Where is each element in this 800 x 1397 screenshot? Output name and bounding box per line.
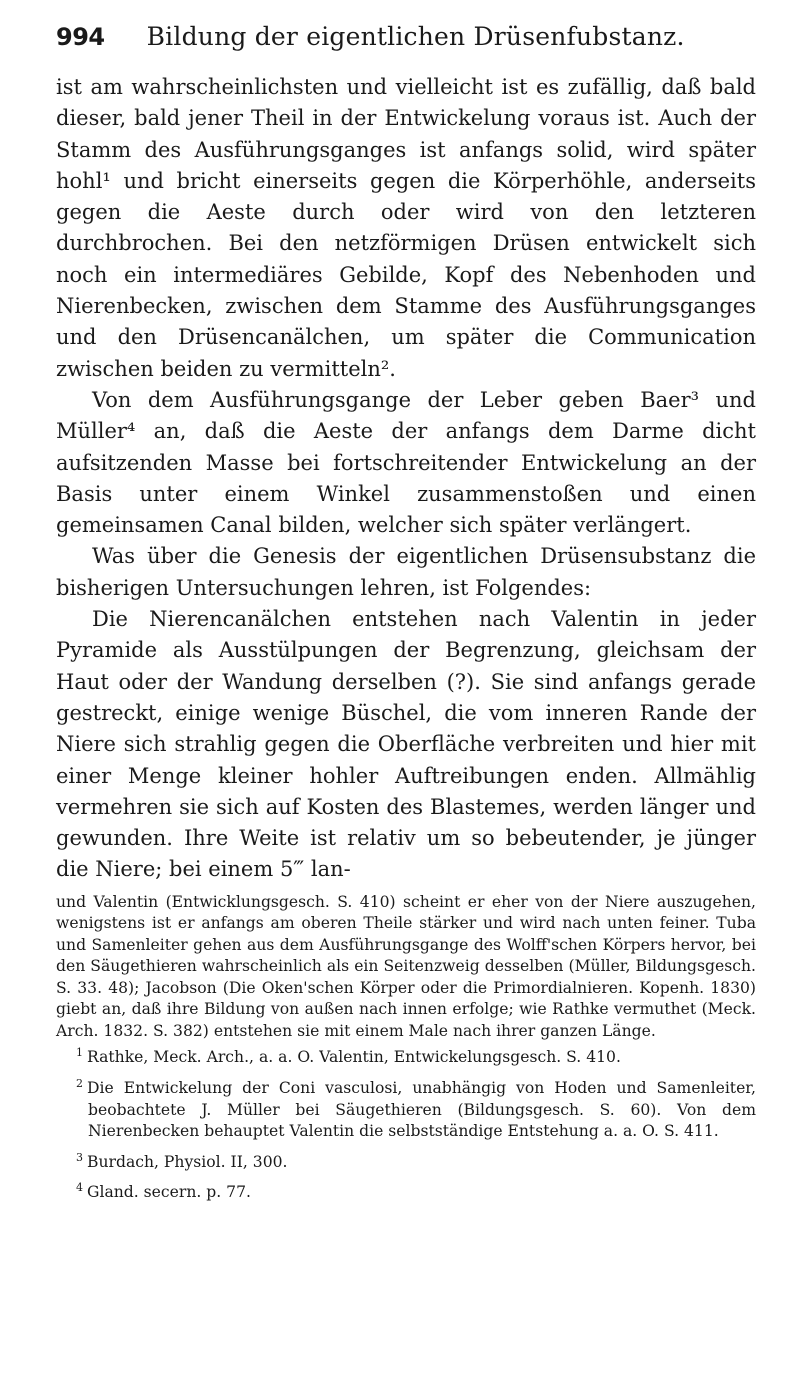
paragraph: ist am wahrscheinlichsten und vielleicht ist es zufällig, daß bald dieser, bald jener Theil in der Entwickelung voraus ist. Auch der Stamm des Ausführungsganges ist anfangs solid, wird später hohl¹ und bricht einerseits gegen die Körperhöhle, anderseits gegen die Aeste durch oder wird von den letzteren durchbrochen. Bei den netzförmigen Drüsen entwickelt sich noch ein intermediäres Gebilde, Kopf des Nebenhoden und Nierenbecken, zwischen dem Stamme des Ausführungsganges und den Drüsencanälchen, um später die Communication zwischen beiden zu vermitteln². (56, 75, 756, 381)
running-title: Bildung der eigentlichen Drüsenfubstanz. (146, 22, 685, 51)
footnote-text: Rathke, Meck. Arch., a. a. O. Valentin, Entwickelungsgesch. S. 410. (87, 1048, 621, 1067)
footnote-mark: 2 (76, 1076, 83, 1090)
footnote-text: Gland. secern. p. 77. (87, 1183, 251, 1202)
footnote-text: Die Entwickelung der Coni vasculosi, unabhängig von Hoden und Samenleiter, beobachtete J. Müller bei Säugethieren (Bildungsgesch. S. 60). Von dem Nierenbecken behauptet Valentin die selbstständige Entstehung a. a. O. S. 411. (87, 1079, 756, 1141)
paragraph: Von dem Ausführungsgange der Leber geben Baer³ und Müller⁴ an, daß die Aeste der anfangs dem Darme dicht aufsitzenden Masse bei fortschreitender Entwickelung an der Basis unter einem Winkel zusammenstoßen und einen gemeinsamen Canal bilden, welcher sich später verlängert. (56, 387, 756, 538)
footnote-mark: 3 (76, 1150, 83, 1164)
footnote-continuation: und Valentin (Entwicklungsgesch. S. 410) scheint er eher von der Niere auszugehen, wenigstens ist er anfangs am oberen Theile stärker und wird nach unten feiner. Tuba und Samenleiter gehen aus dem Ausführungsgange des Wolff'schen Körpers hervor, bei den Säugethieren wahrscheinlich als ein Seitenzweig desselben (Müller, Bildungsgesch. S. 33. 48); Jacobson (Die Oken'schen Körper oder die Primordialnieren. Kopenh. 1830) giebt an, daß ihre Bildung von außen nach innen erfolge; wie Rathke vermuthet (Meck. Arch. 1832. S. 382) entstehen sie mit einem Male nach ihrer ganzen Länge. (56, 892, 756, 1040)
page-header (56, 22, 756, 66)
body-text (56, 72, 756, 886)
paragraph: Was über die Genesis der eigentlichen Drüsensubstanz die bisherigen Untersuchungen lehren, ist Folgendes: (56, 544, 756, 600)
paragraph: Die Nierencanälchen entstehen nach Valentin in jeder Pyramide als Ausstülpungen der Begrenzung, gleichsam der Haut oder der Wandung derselben (?). Sie sind anfangs gerade gestreckt, einige wenige Büschel, die vom inneren Rande der Niere sich strahlig gegen die Oberfläche verbreiten und hier mit einer Menge kleiner hohler Auftreibungen enden. Allmählig vermehren sie sich auf Kosten des Blastemes, werden länger und gewunden. Ihre Weite ist relativ um so bebeutender, je jünger die Niere; bei einem 5‴ lan- (56, 607, 756, 882)
footnote-mark: 4 (76, 1181, 83, 1195)
page-number: 994 (56, 23, 105, 51)
footnote-text: Burdach, Physiol. II, 300. (87, 1152, 288, 1171)
footnote (56, 1177, 756, 1204)
footnote-mark: 1 (76, 1046, 83, 1060)
footnotes (56, 1042, 756, 1204)
footnote (56, 1073, 756, 1143)
footnote (56, 1147, 756, 1174)
footnote (56, 1042, 756, 1069)
